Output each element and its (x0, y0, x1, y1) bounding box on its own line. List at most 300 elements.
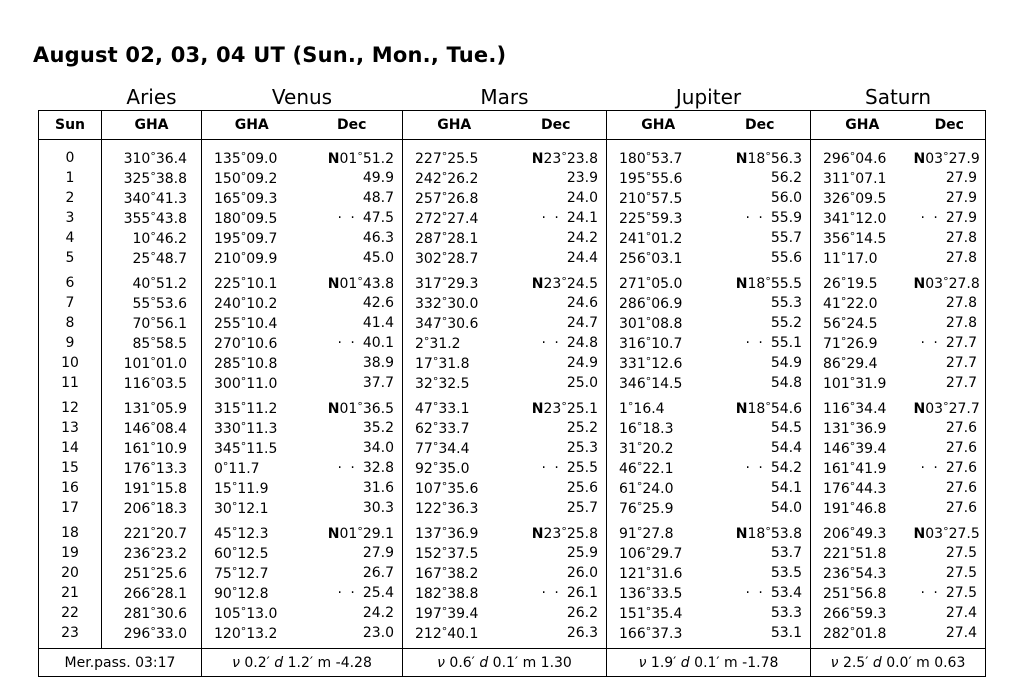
jupiter-dec-cell: 55.2 (770, 314, 803, 331)
saturn-gha-cell: 251°56.8 (811, 583, 914, 603)
venus-dec-cell: 49.9 (362, 169, 394, 186)
jupiter-gha-cell: 271°05.0 (607, 268, 710, 293)
jupiter-gha-cell: 106°29.7 (607, 543, 710, 563)
saturn-gha-cell: 146°39.4 (811, 438, 914, 458)
mars-dec-cell: N23°23.8 (531, 150, 598, 167)
table-row (39, 333, 986, 353)
venus-gha-cell: 30°12.1 (202, 498, 302, 518)
jupiter-dec-cell: 53.5 (770, 564, 803, 581)
venus-dec-cell: 45.0 (362, 249, 394, 266)
mars-dec-cell: · · 24.1 (541, 209, 598, 226)
table-row (39, 438, 986, 458)
aries-gha-cell: 191°15.8 (102, 478, 202, 498)
column-header: GHA (811, 111, 914, 140)
venus-gha-cell: 105°13.0 (202, 603, 302, 623)
mars-gha-cell: 62°33.7 (403, 418, 506, 438)
mars-d-value: 0.1′ (492, 654, 519, 671)
column-header: Sun (39, 111, 102, 140)
aries-gha-cell: 55°53.6 (102, 293, 202, 313)
mars-gha-cell: 2°31.2 (403, 333, 506, 353)
venus-gha-cell: 135°09.0 (202, 140, 302, 169)
hour-cell: 1 (39, 168, 102, 188)
jupiter-dec-cell: 56.0 (770, 189, 803, 206)
jupiter-gha-cell: 61°24.0 (607, 478, 710, 498)
venus-dec-cell: 34.0 (362, 439, 394, 456)
venus-nu-value: 0.2′ (244, 654, 270, 671)
jupiter-dec-cell: 54.4 (770, 439, 803, 456)
saturn-gha-cell: 131°36.9 (811, 418, 914, 438)
table-row (39, 518, 986, 543)
jupiter-dec-cell: 54.8 (770, 374, 803, 391)
column-header: Dec (506, 111, 607, 140)
jupiter-dec-cell: · · 54.2 (745, 459, 803, 476)
aries-gha-cell: 10°46.2 (102, 228, 202, 248)
venus-dec-cell: N01°36.5 (327, 400, 394, 417)
table-row (39, 478, 986, 498)
venus-gha-cell: 300°11.0 (202, 373, 302, 393)
jupiter-dec-cell: 55.7 (770, 229, 803, 246)
ephemeris-table (38, 80, 986, 677)
saturn-gha-cell: 56°24.5 (811, 313, 914, 333)
correction-symbol: d (676, 654, 695, 671)
venus-gha-cell: 0°11.7 (202, 458, 302, 478)
table-row (39, 248, 986, 268)
mars-gha-cell: 107°35.6 (403, 478, 506, 498)
venus-dec-cell: · · 40.1 (337, 334, 394, 351)
jupiter-m-value: -1.78 (742, 654, 779, 671)
venus-dec-cell: 27.9 (362, 544, 394, 561)
mars-dec-cell: 25.6 (566, 479, 598, 496)
jupiter-gha-cell: 151°35.4 (607, 603, 710, 623)
venus-gha-cell: 90°12.8 (202, 583, 302, 603)
hour-cell: 3 (39, 208, 102, 228)
planet-header-row (39, 80, 986, 111)
mars-dec-cell: 25.3 (566, 439, 598, 456)
venus-gha-cell: 210°09.9 (202, 248, 302, 268)
mars-dec-cell: · · 24.8 (541, 334, 598, 351)
jupiter-dec-cell: 55.3 (770, 294, 803, 311)
aries-gha-cell: 325°38.8 (102, 168, 202, 188)
mars-gha-cell: 302°28.7 (403, 248, 506, 268)
jupiter-gha-cell: 301°08.8 (607, 313, 710, 333)
hour-cell: 0 (39, 140, 102, 169)
jupiter-gha-cell: 180°53.7 (607, 140, 710, 169)
hour-cell: 14 (39, 438, 102, 458)
hour-cell: 15 (39, 458, 102, 478)
venus-gha-cell: 150°09.2 (202, 168, 302, 188)
venus-dec-cell: · · 47.5 (337, 209, 394, 226)
hour-cell: 18 (39, 518, 102, 543)
table-row (39, 583, 986, 603)
aries-gha-cell: 310°36.4 (102, 140, 202, 169)
saturn-gha-cell: 176°44.3 (811, 478, 914, 498)
jupiter-dec-cell: · · 53.4 (745, 584, 803, 601)
hour-cell: 17 (39, 498, 102, 518)
mars-dec-cell: 25.0 (566, 374, 598, 391)
mars-gha-cell: 332°30.0 (403, 293, 506, 313)
aries-gha-cell: 176°13.3 (102, 458, 202, 478)
jupiter-gha-cell: 210°57.5 (607, 188, 710, 208)
venus-dec-cell: 31.6 (362, 479, 394, 496)
venus-gha-cell: 240°10.2 (202, 293, 302, 313)
mars-gha-cell: 272°27.4 (403, 208, 506, 228)
saturn-m-value: 0.63 (934, 654, 966, 671)
saturn-dec-cell: 27.9 (914, 188, 986, 208)
mars-gha-cell: 287°28.1 (403, 228, 506, 248)
jupiter-gha-cell: 241°01.2 (607, 228, 710, 248)
venus-gha-cell: 60°12.5 (202, 543, 302, 563)
saturn-dec-cell: 27.4 (914, 603, 986, 623)
mars-gha-cell: 167°38.2 (403, 563, 506, 583)
saturn-gha-cell: 116°34.4 (811, 393, 914, 418)
saturn-gha-cell: 282°01.8 (811, 623, 914, 649)
saturn-dec-cell: 27.8 (914, 228, 986, 248)
mars-dec-cell: 25.2 (566, 419, 598, 436)
aries-gha-cell: 101°01.0 (102, 353, 202, 373)
mars-dec-cell: N23°25.8 (531, 525, 598, 542)
venus-dec-cell: 24.2 (362, 604, 394, 621)
jupiter-dec-cell: 54.5 (770, 419, 803, 436)
aries-gha-cell: 131°05.9 (102, 393, 202, 418)
venus-dec-cell: · · 25.4 (337, 584, 394, 601)
mars-gha-cell: 17°31.8 (403, 353, 506, 373)
hour-cell: 7 (39, 293, 102, 313)
mars-dec-cell: 24.0 (566, 189, 598, 206)
jupiter-gha-cell: 46°22.1 (607, 458, 710, 478)
correction-symbol: ν (232, 654, 245, 671)
mars-dec-cell: 23.9 (566, 169, 598, 186)
saturn-corrections (811, 649, 986, 677)
venus-gha-cell: 285°10.8 (202, 353, 302, 373)
venus-gha-cell: 15°11.9 (202, 478, 302, 498)
saturn-gha-cell: 311°07.1 (811, 168, 914, 188)
hour-cell: 10 (39, 353, 102, 373)
jupiter-dec-cell: N18°53.8 (735, 525, 803, 542)
venus-gha-cell: 255°10.4 (202, 313, 302, 333)
aries-gha-cell: 70°56.1 (102, 313, 202, 333)
planet-name-jupiter: Jupiter (675, 85, 742, 109)
mars-dec-cell: · · 26.1 (541, 584, 598, 601)
venus-gha-cell: 45°12.3 (202, 518, 302, 543)
hour-cell: 20 (39, 563, 102, 583)
mars-nu-value: 0.6′ (449, 654, 475, 671)
aries-gha-cell: 85°58.5 (102, 333, 202, 353)
saturn-dec-cell: · · 27.6 (914, 458, 986, 478)
saturn-dec-cell: 27.6 (914, 478, 986, 498)
saturn-gha-cell: 26°19.5 (811, 268, 914, 293)
jupiter-gha-cell: 16°18.3 (607, 418, 710, 438)
aries-gha-cell: 296°33.0 (102, 623, 202, 649)
jupiter-nu-value: 1.9′ (650, 654, 677, 671)
saturn-dec-cell: · · 27.9 (914, 208, 986, 228)
table-row (39, 563, 986, 583)
venus-dec-cell: 37.7 (362, 374, 394, 391)
venus-gha-cell: 270°10.6 (202, 333, 302, 353)
saturn-gha-cell: 236°54.3 (811, 563, 914, 583)
column-header: GHA (202, 111, 302, 140)
saturn-gha-cell: 221°51.8 (811, 543, 914, 563)
hour-cell: 12 (39, 393, 102, 418)
jupiter-gha-cell: 331°12.6 (607, 353, 710, 373)
mars-gha-cell: 257°26.8 (403, 188, 506, 208)
saturn-gha-cell: 41°22.0 (811, 293, 914, 313)
venus-dec-cell: N01°43.8 (327, 275, 394, 292)
hour-cell: 9 (39, 333, 102, 353)
table-row (39, 208, 986, 228)
saturn-gha-cell: 356°14.5 (811, 228, 914, 248)
jupiter-dec-cell: 54.9 (770, 354, 803, 371)
mars-gha-cell: 212°40.1 (403, 623, 506, 649)
column-header: GHA (607, 111, 710, 140)
aries-gha-cell: 146°08.4 (102, 418, 202, 438)
saturn-dec-cell: · · 27.5 (914, 583, 986, 603)
venus-dec-cell: · · 32.8 (337, 459, 394, 476)
venus-dec-cell: 46.3 (362, 229, 394, 246)
jupiter-dec-cell: 54.1 (770, 479, 803, 496)
table-row (39, 393, 986, 418)
aries-gha-cell: 116°03.5 (102, 373, 202, 393)
mars-gha-cell: 152°37.5 (403, 543, 506, 563)
saturn-nu-value: 2.5′ (842, 654, 869, 671)
venus-gha-cell: 165°09.3 (202, 188, 302, 208)
planet-name-saturn: Saturn (865, 85, 932, 109)
jupiter-d-value: 0.1′ (694, 654, 720, 671)
aries-gha-cell: 355°43.8 (102, 208, 202, 228)
table-row (39, 293, 986, 313)
venus-gha-cell: 225°10.1 (202, 268, 302, 293)
hour-cell: 19 (39, 543, 102, 563)
hour-cell: 4 (39, 228, 102, 248)
jupiter-corrections (607, 649, 811, 677)
correction-symbol: ν (830, 654, 843, 671)
mars-dec-cell: 26.3 (566, 624, 598, 641)
table-row (39, 168, 986, 188)
mars-gha-cell: 47°33.1 (403, 393, 506, 418)
mars-gha-cell: 92°35.0 (403, 458, 506, 478)
jupiter-dec-cell: · · 55.1 (745, 334, 803, 351)
footer-row (39, 649, 986, 677)
venus-dec-cell: 48.7 (362, 189, 394, 206)
table-row (39, 603, 986, 623)
mars-gha-cell: 137°36.9 (403, 518, 506, 543)
jupiter-dec-cell: N18°54.6 (735, 400, 803, 417)
saturn-dec-cell: 27.9 (914, 168, 986, 188)
mars-gha-cell: 182°38.8 (403, 583, 506, 603)
mars-dec-cell: N23°24.5 (531, 275, 598, 292)
venus-dec-cell: N01°51.2 (327, 150, 394, 167)
jupiter-gha-cell: 91°27.8 (607, 518, 710, 543)
venus-gha-cell: 345°11.5 (202, 438, 302, 458)
saturn-dec-cell: 27.7 (914, 373, 986, 393)
table-row (39, 458, 986, 478)
meridian-passage: Mer.pass. 03:17 (39, 649, 202, 677)
saturn-dec-cell: N03°27.8 (914, 268, 986, 293)
saturn-gha-cell: 206°49.3 (811, 518, 914, 543)
aries-gha-cell: 25°48.7 (102, 248, 202, 268)
column-header: GHA (403, 111, 506, 140)
table-row (39, 623, 986, 649)
venus-dec-cell: N01°29.1 (327, 525, 394, 542)
jupiter-gha-cell: 225°59.3 (607, 208, 710, 228)
planet-name-venus: Venus (271, 85, 333, 109)
column-header: Dec (302, 111, 403, 140)
correction-symbol: m (719, 654, 743, 671)
hour-cell: 16 (39, 478, 102, 498)
mars-gha-cell: 227°25.5 (403, 140, 506, 169)
jupiter-dec-cell: N18°55.5 (735, 275, 803, 292)
mars-dec-cell: · · 25.5 (541, 459, 598, 476)
table-row (39, 543, 986, 563)
venus-gha-cell: 120°13.2 (202, 623, 302, 649)
table-row (39, 498, 986, 518)
correction-symbol: m (313, 654, 336, 671)
jupiter-gha-cell: 136°33.5 (607, 583, 710, 603)
jupiter-dec-cell: 56.2 (770, 169, 803, 186)
venus-gha-cell: 75°12.7 (202, 563, 302, 583)
hour-cell: 2 (39, 188, 102, 208)
saturn-dec-cell: 27.8 (914, 293, 986, 313)
saturn-dec-cell: 27.6 (914, 498, 986, 518)
hour-cell: 21 (39, 583, 102, 603)
mars-corrections (403, 649, 607, 677)
saturn-gha-cell: 101°31.9 (811, 373, 914, 393)
saturn-dec-cell: 27.8 (914, 248, 986, 268)
aries-gha-cell: 236°23.2 (102, 543, 202, 563)
saturn-gha-cell: 71°26.9 (811, 333, 914, 353)
jupiter-dec-cell: 53.7 (770, 544, 803, 561)
jupiter-dec-cell: 53.3 (770, 604, 803, 621)
saturn-dec-cell: · · 27.7 (914, 333, 986, 353)
saturn-dec-cell: 27.7 (914, 353, 986, 373)
jupiter-gha-cell: 1°16.4 (607, 393, 710, 418)
mars-dec-cell: 25.9 (566, 544, 598, 561)
saturn-gha-cell: 341°12.0 (811, 208, 914, 228)
mars-gha-cell: 242°26.2 (403, 168, 506, 188)
venus-dec-cell: 23.0 (362, 624, 394, 641)
saturn-dec-cell: 27.4 (914, 623, 986, 649)
mars-gha-cell: 197°39.4 (403, 603, 506, 623)
venus-dec-cell: 38.9 (362, 354, 394, 371)
table-row (39, 228, 986, 248)
hour-cell: 8 (39, 313, 102, 333)
correction-symbol: d (868, 654, 887, 671)
mars-gha-cell: 317°29.3 (403, 268, 506, 293)
correction-symbol: d (269, 654, 288, 671)
table-row (39, 373, 986, 393)
correction-symbol: ν (638, 654, 651, 671)
saturn-gha-cell: 326°09.5 (811, 188, 914, 208)
venus-gha-cell: 195°09.7 (202, 228, 302, 248)
hour-cell: 23 (39, 623, 102, 649)
column-header: GHA (102, 111, 202, 140)
jupiter-gha-cell: 166°37.3 (607, 623, 710, 649)
saturn-dec-cell: 27.6 (914, 418, 986, 438)
saturn-d-value: 0.0′ (886, 654, 912, 671)
saturn-gha-cell: 191°46.8 (811, 498, 914, 518)
venus-dec-cell: 30.3 (362, 499, 394, 516)
table-row (39, 268, 986, 293)
venus-dec-cell: 26.7 (362, 564, 394, 581)
jupiter-gha-cell: 286°06.9 (607, 293, 710, 313)
saturn-dec-cell: 27.8 (914, 313, 986, 333)
mars-gha-cell: 77°34.4 (403, 438, 506, 458)
correction-symbol: m (518, 654, 541, 671)
mars-dec-cell: 25.7 (566, 499, 598, 516)
jupiter-dec-cell: 53.1 (770, 624, 803, 641)
jupiter-gha-cell: 346°14.5 (607, 373, 710, 393)
hour-cell: 22 (39, 603, 102, 623)
jupiter-dec-cell: 54.0 (770, 499, 803, 516)
mars-gha-cell: 122°36.3 (403, 498, 506, 518)
aries-gha-cell: 206°18.3 (102, 498, 202, 518)
jupiter-dec-cell: · · 55.9 (745, 209, 803, 226)
venus-d-value: 1.2′ (287, 654, 314, 671)
venus-dec-cell: 35.2 (362, 419, 394, 436)
saturn-gha-cell: 296°04.6 (811, 140, 914, 169)
jupiter-gha-cell: 316°10.7 (607, 333, 710, 353)
aries-gha-cell: 40°51.2 (102, 268, 202, 293)
aries-gha-cell: 281°30.6 (102, 603, 202, 623)
table-row (39, 313, 986, 333)
mars-gha-cell: 347°30.6 (403, 313, 506, 333)
column-header: Dec (710, 111, 811, 140)
planet-name-mars: Mars (480, 85, 529, 109)
mars-dec-cell: 24.2 (566, 229, 598, 246)
saturn-gha-cell: 11°17.0 (811, 248, 914, 268)
mars-dec-cell: 24.4 (566, 249, 598, 266)
jupiter-dec-cell: N18°56.3 (735, 150, 803, 167)
correction-symbol: ν (437, 654, 450, 671)
correction-symbol: m (911, 654, 935, 671)
venus-dec-cell: 42.6 (362, 294, 394, 311)
hour-cell: 13 (39, 418, 102, 438)
aries-gha-cell: 161°10.9 (102, 438, 202, 458)
correction-symbol: d (474, 654, 493, 671)
mars-dec-cell: 24.7 (566, 314, 598, 331)
saturn-gha-cell: 161°41.9 (811, 458, 914, 478)
column-header: Dec (914, 111, 986, 140)
saturn-dec-cell: 27.5 (914, 543, 986, 563)
saturn-dec-cell: N03°27.5 (914, 518, 986, 543)
saturn-dec-cell: 27.6 (914, 438, 986, 458)
saturn-dec-cell: 27.5 (914, 563, 986, 583)
venus-corrections (202, 649, 403, 677)
venus-gha-cell: 180°09.5 (202, 208, 302, 228)
saturn-gha-cell: 86°29.4 (811, 353, 914, 373)
venus-gha-cell: 315°11.2 (202, 393, 302, 418)
jupiter-gha-cell: 31°20.2 (607, 438, 710, 458)
table-row (39, 418, 986, 438)
mars-dec-cell: 26.0 (566, 564, 598, 581)
column-header-row (39, 111, 986, 140)
jupiter-gha-cell: 195°55.6 (607, 168, 710, 188)
venus-gha-cell: 330°11.3 (202, 418, 302, 438)
mars-dec-cell: 24.6 (566, 294, 598, 311)
aries-gha-cell: 251°25.6 (102, 563, 202, 583)
hour-cell: 11 (39, 373, 102, 393)
mars-dec-cell: 24.9 (566, 354, 598, 371)
hour-cell: 6 (39, 268, 102, 293)
venus-dec-cell: 41.4 (362, 314, 394, 331)
mars-dec-cell: N23°25.1 (531, 400, 598, 417)
jupiter-gha-cell: 76°25.9 (607, 498, 710, 518)
saturn-dec-cell: N03°27.9 (914, 140, 986, 169)
hour-cell: 5 (39, 248, 102, 268)
saturn-gha-cell: 266°59.3 (811, 603, 914, 623)
venus-m-value: -4.28 (335, 654, 372, 671)
table-row (39, 188, 986, 208)
jupiter-gha-cell: 256°03.1 (607, 248, 710, 268)
